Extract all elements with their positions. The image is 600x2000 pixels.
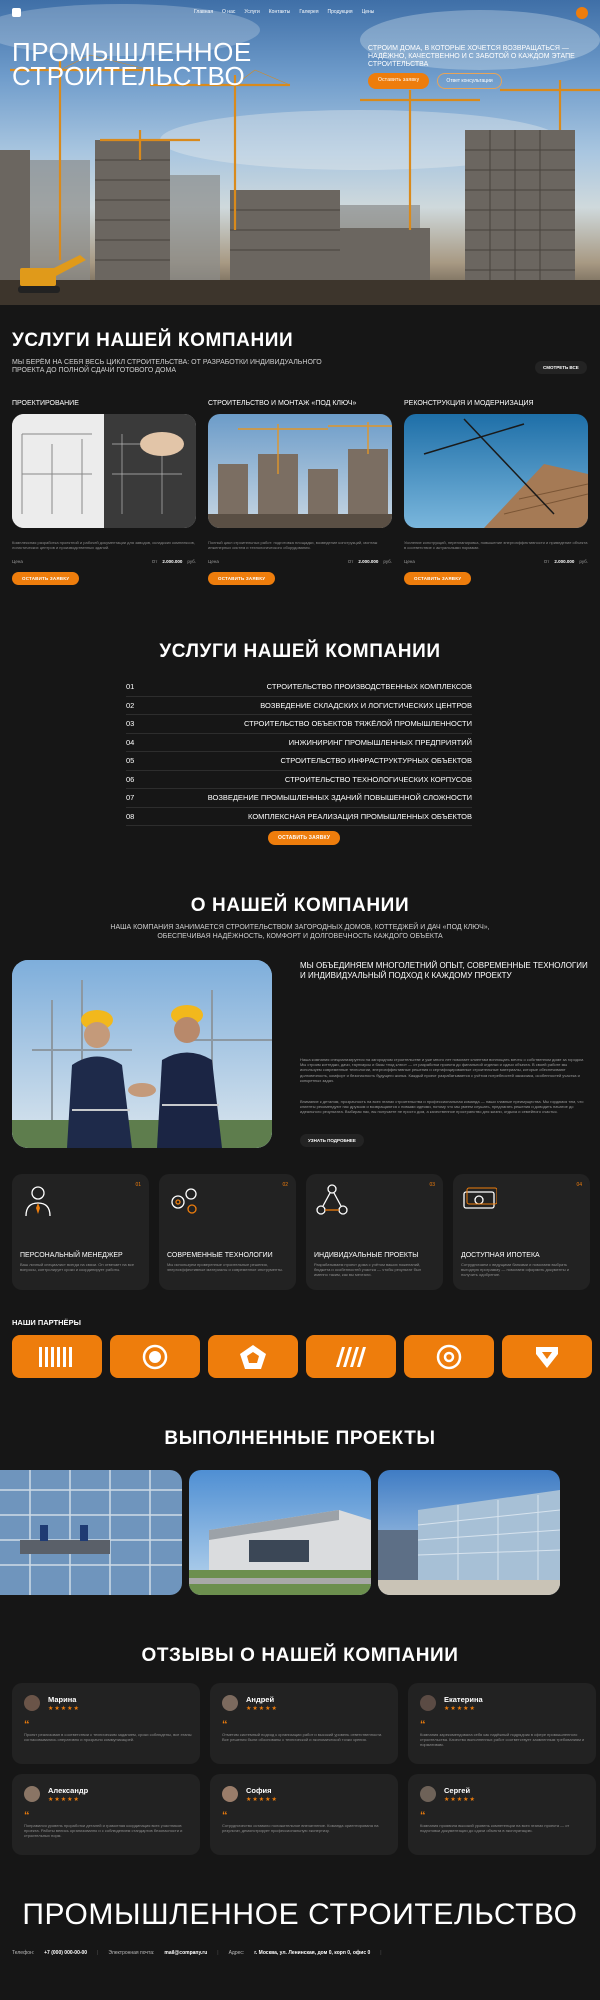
about-paragraph-1: Наша компания специализируется на загородном строительстве и уже много лет помогает клиентам воплощать мечты о собственном доме за городом. Мы строим коттеджи, дачи, таунхаусы и базы «под ключ» — от разработки проекта до финальной отделки и сдачи объекта. В своей работе мы используем современные технологии, энергоэффективные решения и сертифицированные строительные материалы, которые обеспечивают долговечность, комфорт и безопасность будущего жилья. Каждый проект разрабатывается с учётом потребностей заказчика, особенностей участка и конкретных задач. [300, 1057, 585, 1083]
card-request-button[interactable]: ОСТАВИТЬ ЗАЯВКУ [208, 572, 275, 585]
review-author: Сергей [444, 1786, 471, 1795]
hero-title-line2: СТРОИТЕЛЬСТВО [12, 61, 246, 91]
money-icon [461, 1182, 497, 1218]
review-text: Сотрудничество оставило положительное впечатление. Команда ориентирована на результат, демонстрирует профессиональную экспертизу. [222, 1823, 379, 1833]
review-text: Отметим системный подход к организации работ и высокий уровень ответственности. Все решения были обоснованы с технической и экономической точки зрения. [222, 1732, 383, 1742]
quote-icon: “ [24, 1719, 30, 1731]
card-text: Усиление конструкций, перепланировка, повышение энергоэффективности и приведение объекта в соответствие с актуальными нормами. [404, 540, 588, 550]
rating-stars: ★★★★★ [444, 1706, 476, 1712]
service-cards [12, 400, 588, 585]
partner-logo[interactable] [306, 1335, 396, 1378]
review-text: Компания проявила высокий уровень компетенции на всех этапах проекта — от подготовки документации до сдачи объекта в эксплуатацию. [420, 1823, 570, 1833]
feature-number: 02 [282, 1182, 288, 1188]
service-card [12, 400, 196, 585]
features [12, 1174, 590, 1290]
feature-text: Разрабатываем проект дома с учётом ваших пожеланий, бюджета и особенностей участка — чтобы результат был именно таким, как вы мечтали. [314, 1262, 422, 1277]
feature-text: Мы используем проверенные строительные решения, энергоэффективные материалы и современное инструменты. [167, 1262, 284, 1272]
services-title: УСЛУГИ НАШЕЙ КОМПАНИИ [12, 330, 294, 351]
card-price-row [404, 559, 588, 564]
footer-title: ПРОМЫШЛЕННОЕ СТРОИТЕЛЬСТВО [22, 1898, 578, 1931]
avatar [222, 1786, 238, 1802]
avatar [420, 1786, 436, 1802]
main-menu [194, 9, 374, 15]
reviews-grid [12, 1683, 596, 1855]
list-item-number: 02 [126, 700, 135, 710]
list-item-number: 03 [126, 719, 135, 729]
card-image-reconstruction [404, 414, 588, 528]
hero-title-line1: ПРОМЫШЛЕННОЕ [12, 37, 252, 67]
list-item-label: СТРОИТЕЛЬСТВО ПРОИЗВОДСТВЕННЫХ КОМПЛЕКСОВ [266, 682, 472, 692]
view-all-button[interactable]: СМОТРЕТЬ ВСЕ [535, 361, 587, 374]
feature-title: ПЕРСОНАЛЬНЫЙ МЕНЕДЖЕР [20, 1252, 123, 1259]
card-text: Полный цикл строительных работ: подготовка площадки, возведение конструкций, монтаж инженерных систем и технологического оборудования. [208, 540, 378, 550]
list-item-number: 05 [126, 756, 135, 766]
address-text: г. Москва, ул. Ленинская, дом 0, корп 0, офис 0 [254, 1950, 371, 1956]
feature-title: ИНДИВИДУАЛЬНЫЕ ПРОЕКТЫ [314, 1252, 419, 1259]
review-text: Понравился уровень проработки деталей и грамотная координация всех участников проекта. Работы велись организованно и с соблюдением стандартов безопасности и строительных норм. [24, 1823, 183, 1838]
review-author: Александр [48, 1786, 89, 1795]
avatar [24, 1695, 40, 1711]
nav-item-about[interactable]: О нас [222, 9, 236, 15]
card-image-design [12, 414, 196, 528]
review-card [210, 1774, 398, 1855]
shield-logo-icon [533, 1344, 561, 1370]
quote-icon: “ [222, 1810, 228, 1822]
list-item-label: ИНЖИНИРИНГ ПРОМЫШЛЕННЫХ ПРЕДПРИЯТИЙ [288, 737, 472, 747]
project-image[interactable] [0, 1470, 182, 1595]
project-image[interactable] [378, 1470, 560, 1595]
feature-card [453, 1174, 590, 1290]
review-card [12, 1774, 200, 1855]
list-item[interactable] [126, 808, 472, 827]
nav-item-products[interactable]: Продукция [327, 9, 353, 15]
search-icon[interactable] [576, 7, 588, 19]
service-card [404, 400, 588, 585]
avatar [420, 1695, 436, 1711]
hero-title [12, 37, 352, 91]
email-label: Электронная почта: [108, 1950, 155, 1956]
partner-logo[interactable] [404, 1335, 494, 1378]
avatar [222, 1695, 238, 1711]
review-card [210, 1683, 398, 1764]
email-link[interactable]: mail@company.ru [164, 1950, 208, 1956]
target-logo-icon [436, 1344, 462, 1370]
rating-stars: ★★★★★ [246, 1797, 278, 1803]
list-item[interactable] [126, 789, 472, 808]
network-icon [314, 1182, 350, 1218]
hero [0, 0, 600, 305]
rating-stars: ★★★★★ [444, 1797, 476, 1803]
feature-number: 04 [576, 1182, 582, 1188]
projects-title: ВЫПОЛНЕННЫЕ ПРОЕКТЫ [164, 1428, 436, 1449]
card-request-button[interactable]: ОСТАВИТЬ ЗАЯВКУ [12, 572, 79, 585]
card-price-row [12, 559, 196, 564]
circle-logo-icon [142, 1344, 168, 1370]
list-item[interactable] [126, 734, 472, 753]
review-author: Екатерина [444, 1695, 483, 1704]
about-subtitle: НАША КОМПАНИЯ ЗАНИМАЕТСЯ СТРОИТЕЛЬСТВОМ ЗАГОРОДНЫХ ДОМОВ, КОТТЕДЖЕЙ И ДАЧ «ПОД КЛЮЧ», ОБЕСПЕЧИВАЯ НАДЁЖНОСТЬ, КОМФОРТ И ДОЛГОВЕЧНОСТЬ КАЖДОГО ОБЪЕКТА [110, 924, 490, 940]
list-item-label: КОМПЛЕКСНАЯ РЕАЛИЗАЦИЯ ПРОМЫШЛЕННЫХ ОБЪЕКТОВ [248, 811, 472, 821]
feature-text: Сотрудничаем с ведущими банками и помогаем выбрать выгодную программу — помогаем оформить документы и получить одобрение. [461, 1262, 570, 1277]
review-author: Марина [48, 1695, 77, 1704]
phone-label: Телефон: [12, 1950, 35, 1956]
card-title: РЕКОНСТРУКЦИЯ И МОДЕРНИЗАЦИЯ [404, 400, 534, 407]
services-list [126, 678, 472, 826]
review-author: София [246, 1786, 272, 1795]
about-heading: МЫ ОБЪЕДИНЯЕМ МНОГОЛЕТНИЙ ОПЫТ, СОВРЕМЕННЫЕ ТЕХНОЛОГИИ И ИНДИВИДУАЛЬНЫЙ ПОДХОД К КАЖДОМУ ПРОЕКТУ [300, 961, 588, 980]
rating-stars: ★★★★★ [48, 1797, 80, 1803]
feature-number: 01 [135, 1182, 141, 1188]
card-request-button[interactable]: ОСТАВИТЬ ЗАЯВКУ [404, 572, 471, 585]
nav-item-prices[interactable]: Цены [361, 9, 375, 15]
feature-text: Ваш личный специалист всегда на связи. Он отвечает на все вопросы, контролирует сроки и координирует работы. [20, 1262, 135, 1272]
card-price-row [208, 559, 392, 564]
review-text: Проект реализован в соответствии с техническим заданием, сроки соблюдены, все этапы согласовывались оперативно и прозрачно коммуникацией. [24, 1732, 192, 1742]
project-image[interactable] [189, 1470, 371, 1595]
list-item-number: 08 [126, 811, 135, 821]
footer-contacts [12, 1950, 588, 1956]
list-item-label: СТРОИТЕЛЬСТВО ИНФРАСТРУКТУРНЫХ ОБЪЕКТОВ [280, 756, 472, 766]
list-item-number: 01 [126, 682, 135, 692]
about-image-engineers [12, 960, 272, 1148]
review-card [408, 1683, 596, 1764]
hero-consult-button[interactable]: Ответ консультации [437, 73, 501, 89]
services-list-title: УСЛУГИ НАШЕЙ КОМПАНИИ [159, 641, 441, 662]
nav-item-gallery[interactable]: Галерея [299, 9, 319, 15]
avatar [24, 1786, 40, 1802]
about-paragraph-2: Внимание к деталям, прозрачность на всех этапах строительства и профессиональная команда — наши главные преимущества. Мы гордимся тем, что клиенты рекомендуют нас друзьям и возвращаются с новыми идеями, потому что мы умеем слушать, предлагать решения и доводить начатое до идеального результата. Выбирая нас, вы получаете не просто дом, а качественное пространство для жизни, отдыха и семейного счастья. [300, 1099, 584, 1115]
service-card [208, 400, 392, 585]
list-item-number: 06 [126, 774, 135, 784]
projects-row [0, 1470, 560, 1595]
rating-stars: ★★★★★ [246, 1706, 278, 1712]
review-card [12, 1683, 200, 1764]
price-value: От 2.000.000 руб. [347, 559, 392, 564]
price-label: Цена [12, 559, 23, 564]
quote-icon: “ [420, 1719, 426, 1731]
feature-card [306, 1174, 443, 1290]
feature-card [159, 1174, 296, 1290]
manager-icon [20, 1182, 56, 1218]
hero-buttons [368, 73, 502, 89]
hero-request-button[interactable]: Оставить заявку [368, 73, 429, 89]
list-item-label: СТРОИТЕЛЬСТВО ТЕХНОЛОГИЧЕСКИХ КОРПУСОВ [284, 774, 472, 784]
list-item-label: ВОЗВЕДЕНИЕ ПРОМЫШЛЕННЫХ ЗДАНИЙ ПОВЫШЕННОЙ СЛОЖНОСТИ [207, 793, 472, 803]
partners-row [12, 1335, 592, 1378]
hero-subtitle: СТРОИМ ДОМА, В КОТОРЫЕ ХОЧЕТСЯ ВОЗВРАЩАТЬСЯ — НАДЁЖНО, КАЧЕСТВЕННО И С ЗАБОТОЙ О КАЖДОМ ЭТАПЕ СТРОИТЕЛЬСТВА [368, 45, 575, 68]
phone-link[interactable]: +7 (000) 000-00-00 [44, 1950, 88, 1956]
feature-title: СОВРЕМЕННЫЕ ТЕХНОЛОГИИ [167, 1252, 273, 1259]
separator: | [97, 1950, 99, 1956]
list-item[interactable] [126, 715, 472, 734]
barcode-logo-icon [37, 1345, 77, 1369]
list-item[interactable] [126, 752, 472, 771]
card-title: ПРОЕКТИРОВАНИЕ [12, 400, 79, 407]
list-item[interactable] [126, 678, 472, 697]
services-list-request-button[interactable]: ОСТАВИТЬ ЗАЯВКУ [268, 831, 340, 845]
review-text: Компания зарекомендовала себя как надёжный подрядчик в сфере промышленного строительства. Качество выполненных работ соответствует заявленным требованиям и нормативам. [420, 1732, 585, 1747]
price-label: Цена [208, 559, 219, 564]
address-label: Адрес: [228, 1950, 245, 1956]
quote-icon: “ [222, 1719, 228, 1731]
price-value: От 2.000.000 руб. [151, 559, 196, 564]
top-nav [0, 6, 600, 20]
partner-logo[interactable] [12, 1335, 102, 1378]
nav-item-home[interactable]: Главная [194, 9, 214, 15]
about-more-button[interactable]: УЗНАТЬ ПОДРОБНЕЕ [300, 1134, 364, 1147]
stripes-logo-icon [330, 1345, 372, 1369]
pentagon-logo-icon [239, 1344, 267, 1370]
price-value: От 2.000.000 руб. [543, 559, 588, 564]
list-item[interactable] [126, 771, 472, 790]
price-label: Цена [404, 559, 415, 564]
card-text: Комплексная разработка проектной и рабочей документации для заводов, складских комплексов, логистических центров и производственных зданий. [12, 540, 195, 550]
feature-number: 03 [429, 1182, 435, 1188]
list-item[interactable] [126, 697, 472, 716]
review-card [408, 1774, 596, 1855]
partner-logo[interactable] [208, 1335, 298, 1378]
list-item-label: СТРОИТЕЛЬСТВО ОБЪЕКТОВ ТЯЖЁЛОЙ ПРОМЫШЛЕННОСТИ [243, 719, 472, 729]
quote-icon: “ [24, 1810, 30, 1822]
separator: | [217, 1950, 219, 1956]
list-item-number: 07 [126, 793, 135, 803]
services-subtitle: МЫ БЕРЁМ НА СЕБЯ ВЕСЬ ЦИКЛ СТРОИТЕЛЬСТВА: ОТ РАЗРАБОТКИ ИНДИВИДУАЛЬНОГО ПРОЕКТА ДО ПОЛНОЙ СДАЧИ ГОТОВОГО ДОМА [12, 359, 322, 374]
nav-item-services[interactable]: Услуги [244, 9, 260, 15]
quote-icon: “ [420, 1810, 426, 1822]
nav-item-contacts[interactable]: Контакты [268, 9, 291, 15]
review-author: Андрей [246, 1695, 275, 1704]
partner-logo[interactable] [502, 1335, 592, 1378]
feature-card [12, 1174, 149, 1290]
partners-title: НАШИ ПАРТНЁРЫ [12, 1318, 81, 1327]
logo-icon[interactable] [12, 8, 21, 17]
partner-logo[interactable] [110, 1335, 200, 1378]
list-item-label: ВОЗВЕДЕНИЕ СКЛАДСКИХ И ЛОГИСТИЧЕСКИХ ЦЕНТРОВ [260, 700, 472, 710]
list-item-number: 04 [126, 737, 135, 747]
rating-stars: ★★★★★ [48, 1706, 80, 1712]
reviews-title: ОТЗЫВЫ О НАШЕЙ КОМПАНИИ [141, 1645, 459, 1666]
gears-icon [167, 1182, 203, 1218]
feature-title: ДОСТУПНАЯ ИПОТЕКА [461, 1252, 540, 1259]
separator: | [380, 1950, 382, 1956]
card-image-construction [208, 414, 392, 528]
card-title: СТРОИТЕЛЬСТВО И МОНТАЖ «ПОД КЛЮЧ» [208, 400, 357, 407]
about-title: О НАШЕЙ КОМПАНИИ [190, 895, 410, 916]
